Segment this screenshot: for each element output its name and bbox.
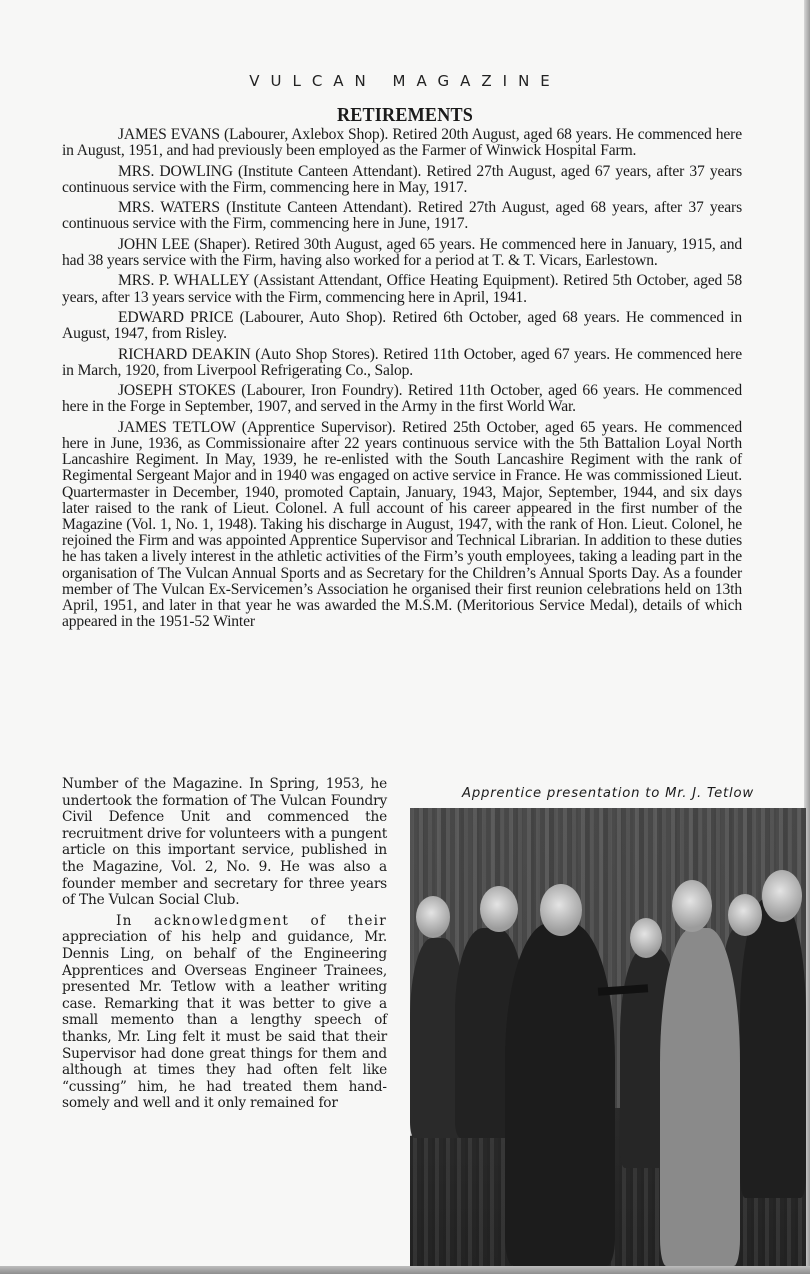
- retirement-entry-waters: MRS. WATERS (Institute Canteen Attendant). Retired 27th August, aged 68 years, after 37 years continuous service with the Firm, commencing here in June, 1917.: [62, 199, 742, 233]
- photo-head: [480, 886, 518, 932]
- retirement-entry-lee: JOHN LEE (Shaper). Retired 30th August, aged 65 years. He commenced here in January, 1915, and had 38 years service with the Firm, having also worked for a period at T. & T. Vicars, Earlestown.: [62, 235, 742, 269]
- retirement-entry-dowling: MRS. DOWLING (Institute Canteen Attendant). Retired 27th August, aged 67 years, after 37 years continuous service with the Firm, commencing here in May, 1917.: [62, 162, 742, 196]
- acknowledgment-paragraph: In acknowledgment of their appreciation of his help and guidance, Mr. Dennis Ling, on behalf of the Engineering Apprentices and Overseas Engineer Trainees, presented Mr. Tetlow with a leather writing case. Remarking that it was better to give a small memento than a lengthy speech of thanks, Mr. Ling felt it must be said that their Supervisor had done great things for them and although at times they had often felt like “cussing” him, he had treated them handsomely and well and it only remained for: [62, 912, 387, 1112]
- retirement-entry-stokes: JOSEPH STOKES (Labourer, Iron Foundry). Retired 11th October, aged 66 years. He commenced here in the Forge in September, 1907, and served in the Army in the first World War.: [62, 382, 742, 416]
- photo-head: [540, 884, 582, 936]
- photo-head: [630, 918, 662, 958]
- photo-head: [728, 894, 762, 936]
- photo-person-presenter: [660, 928, 740, 1266]
- retirement-entry-deakin: RICHARD DEAKIN (Auto Shop Stores). Retired 11th October, aged 67 years. He commenced here in March, 1920, from Liverpool Refrigerating Co., Salop.: [62, 345, 742, 379]
- photo-caption: Apprentice presentation to Mr. J. Tetlow: [462, 786, 754, 801]
- page-edge-bottom: [0, 1266, 810, 1274]
- retirements-list: [62, 127, 742, 630]
- section-title: RETIREMENTS: [336, 105, 474, 126]
- retirement-entry-whalley: MRS. P. WHALLEY (Assistant Attendant, Office Heating Equipment). Retired 5th October, aged 58 years, after 13 years service with the Firm, commencing here in April, 1941.: [62, 272, 742, 306]
- tetlow-continuation: Number of the Magazine. In Spring, 1953, he undertook the formation of The Vulcan Foundry Civil Defence Unit and commenced the recruitment drive for volunteers with a pungent article on this important service, published in the Magazine, Vol. 2, No. 9. He was also a founder member and secretary for three years of The Vulcan Social Club.: [62, 776, 387, 909]
- retirement-entry-evans: JAMES EVANS (Labourer, Axlebox Shop). Retired 20th August, aged 68 years. He commenced here in August, 1951, and had previously been employed as the Farmer of Winwick Hospital Farm.: [62, 126, 742, 160]
- presentation-photo: [410, 808, 806, 1266]
- lower-left-column: [62, 776, 387, 1116]
- retirement-entry-tetlow: JAMES TETLOW (Apprentice Supervisor). Retired 25th October, aged 65 years. He commenced here in June, 1936, as Commissionaire after 22 years continuous service with the 5th Battalion Loyal North Lancashire Regiment. In May, 1939, he re-enlisted with the South Lancashire Regiment with the rank of Regimental Sergeant Major and in 1940 was engaged on active service in France. He was commissioned Lieut. Quartermaster in December, 1940, promoted Captain, January, 1943, Major, September, 1944, and six days later raised to the rank of Lieut. Colonel. A full account of his career appeared in the first number of the Magazine (Vol. 1, No. 1, 1948). Taking his discharge in August, 1947, with the rank of Hon. Lieut. Colonel, he rejoined the Firm and was appointed Apprentice Supervisor and Technical Librarian. In addition to these duties he has taken a lively interest in the athletic activities of the Firm’s youth employees, taking a leading part in the organisation of The Vulcan Annual Sports and as Secretary for the Children’s Annual Sports Day. As a founder member of The Vulcan Ex-Servicemen’s Association he organised their first reunion celebrations held on 13th April, 1951, and later in that year he was awarded the M.S.M. (Meritorious Service Medal), details of which appeared in the 1951-52 Winter: [62, 418, 742, 631]
- running-head: VULCAN MAGAZINE: [249, 72, 561, 90]
- photo-head: [762, 870, 802, 922]
- photo-person: [740, 898, 806, 1198]
- photo-person-tetlow: [505, 923, 615, 1266]
- photo-head: [416, 896, 450, 938]
- retirement-entry-price: EDWARD PRICE (Labourer, Auto Shop). Retired 6th October, aged 68 years. He commenced in August, 1947, from Risley.: [62, 308, 742, 343]
- photo-head: [672, 880, 712, 932]
